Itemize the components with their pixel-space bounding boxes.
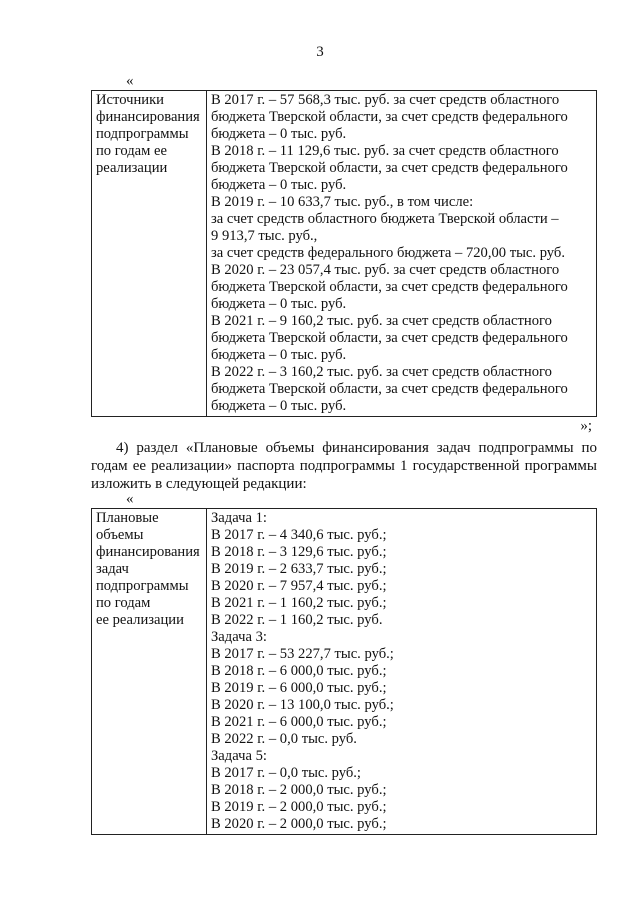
- content-line: бюджета Тверской области, за счет средств федерального: [211, 279, 568, 295]
- opening-quote: «: [126, 73, 134, 89]
- content-line: В 2019 г. – 6 000,0 тыс. руб.;: [211, 680, 387, 696]
- content-line: В 2018 г. – 11 129,6 тыс. руб. за счет средств областного: [211, 143, 559, 159]
- content-line: В 2017 г. – 4 340,6 тыс. руб.;: [211, 527, 387, 543]
- content-line: бюджета Тверской области, за счет средств федерального: [211, 330, 568, 346]
- content-line: бюджета Тверской области, за счет средств федерального: [211, 381, 568, 397]
- content-line: бюджета Тверской области, за счет средств федерального: [211, 109, 568, 125]
- content-line: Задача 3:: [211, 629, 267, 645]
- content-line: В 2020 г. – 13 100,0 тыс. руб.;: [211, 697, 394, 713]
- page-number: 3: [316, 44, 324, 60]
- label-line: ее реализации: [96, 612, 184, 628]
- label-line: подпрограммы: [96, 578, 189, 594]
- planned-funding-content: [207, 509, 597, 835]
- content-line: В 2018 г. – 2 000,0 тыс. руб.;: [211, 782, 387, 798]
- label-line: финансирования: [96, 109, 200, 125]
- content-line: за счет средств федерального бюджета – 720,00 тыс. руб.: [211, 245, 565, 261]
- content-line: В 2019 г. – 2 000,0 тыс. руб.;: [211, 799, 387, 815]
- content-line: В 2017 г. – 57 568,3 тыс. руб. за счет средств областного: [211, 92, 560, 108]
- opening-quote: «: [126, 491, 134, 507]
- content-line: Задача 5:: [211, 748, 267, 764]
- label-line: по годам ее: [96, 143, 167, 159]
- content-line: В 2022 г. – 0,0 тыс. руб.: [211, 731, 357, 747]
- content-line: В 2020 г. – 7 957,4 тыс. руб.;: [211, 578, 387, 594]
- content-line: В 2021 г. – 1 160,2 тыс. руб.;: [211, 595, 387, 611]
- table-row: [92, 509, 597, 835]
- label-line: финансирования: [96, 544, 200, 560]
- content-line: 9 913,7 тыс. руб.,: [211, 228, 318, 244]
- planned-funding-label: [92, 509, 207, 835]
- funding-sources-content: [207, 91, 597, 417]
- content-line: бюджета Тверской области, за счет средств федерального: [211, 160, 568, 176]
- content-line: В 2020 г. – 2 000,0 тыс. руб.;: [211, 816, 387, 832]
- content-line: Задача 1:: [211, 510, 267, 526]
- content-line: В 2018 г. – 3 129,6 тыс. руб.;: [211, 544, 387, 560]
- label-line: Плановые: [96, 510, 159, 526]
- content-line: В 2018 г. – 6 000,0 тыс. руб.;: [211, 663, 387, 679]
- content-line: бюджета – 0 тыс. руб.: [211, 126, 347, 142]
- funding-sources-table: [91, 90, 597, 417]
- content-line: В 2022 г. – 1 160,2 тыс. руб.: [211, 612, 383, 628]
- label-line: по годам: [96, 595, 151, 611]
- content-line: за счет средств областного бюджета Тверской области –: [211, 211, 559, 227]
- content-line: бюджета – 0 тыс. руб.: [211, 296, 347, 312]
- label-line: подпрограммы: [96, 126, 189, 142]
- amendment-paragraph: 4) раздел «Плановые объемы финансирования задач подпрограммы по годам ее реализации» паспорта подпрограммы 1 государственной программы изложить в следующей редакции:: [91, 440, 597, 492]
- table-row: [92, 91, 597, 417]
- label-line: объемы: [96, 527, 144, 543]
- closing-quote: »;: [580, 418, 592, 434]
- label-line: задач: [96, 561, 129, 577]
- content-line: В 2020 г. – 23 057,4 тыс. руб. за счет средств областного: [211, 262, 560, 278]
- content-line: бюджета – 0 тыс. руб.: [211, 347, 347, 363]
- label-line: реализации: [96, 160, 168, 176]
- content-line: В 2017 г. – 53 227,7 тыс. руб.;: [211, 646, 394, 662]
- content-line: В 2019 г. – 10 633,7 тыс. руб., в том числе:: [211, 194, 474, 210]
- funding-sources-label: [92, 91, 207, 417]
- content-line: В 2022 г. – 3 160,2 тыс. руб. за счет средств областного: [211, 364, 552, 380]
- content-line: В 2021 г. – 9 160,2 тыс. руб. за счет средств областного: [211, 313, 552, 329]
- content-line: бюджета – 0 тыс. руб.: [211, 177, 347, 193]
- planned-funding-table: [91, 508, 597, 835]
- content-line: В 2019 г. – 2 633,7 тыс. руб.;: [211, 561, 387, 577]
- content-line: В 2021 г. – 6 000,0 тыс. руб.;: [211, 714, 387, 730]
- label-line: Источники: [96, 92, 164, 108]
- content-line: бюджета – 0 тыс. руб.: [211, 398, 347, 414]
- content-line: В 2017 г. – 0,0 тыс. руб.;: [211, 765, 361, 781]
